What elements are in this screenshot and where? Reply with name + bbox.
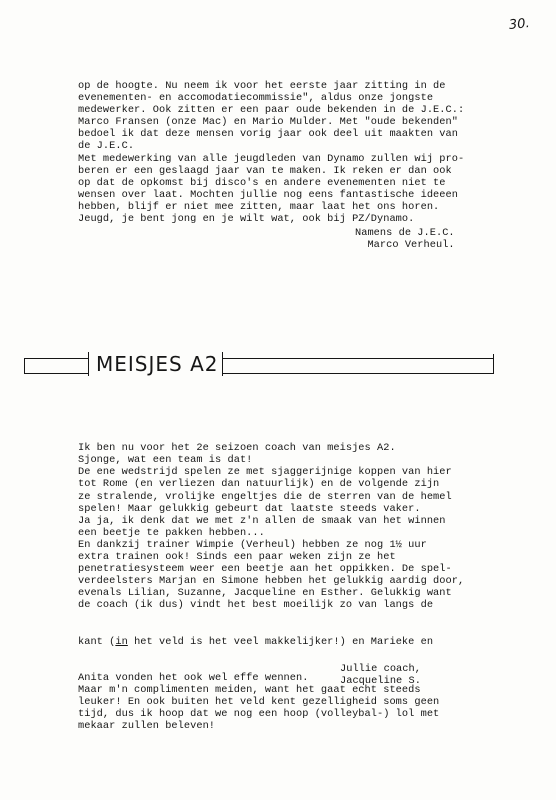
text-line: leuker! En ook buiten het veld kent gezelligheid soms geen <box>78 696 440 709</box>
text-line: de coach (ik dus) vindt het best moeilijk zo van langs de <box>78 599 434 612</box>
intro-signature <box>355 227 455 251</box>
text-line: Anita vonden het ook wel effe wennen. <box>78 671 309 684</box>
text-line: bedoel ik dat deze mensen vorig jaar ook deel uit maakten van <box>78 128 458 141</box>
header-bracket-right <box>222 358 494 374</box>
text-line: wensen over laat. Mochten jullie nog eens fantastische ideeen <box>78 188 458 201</box>
header-bracket-left-cap <box>88 352 89 376</box>
text-line: een beetje te pakken hebben... <box>78 526 265 539</box>
text-line: En dankzij trainer Wimpie (Verheul) hebben ze nog 1½ uur <box>78 538 427 551</box>
text-line: evenals Lilian, Suzanne, Jacqueline en Esther. Gelukkig want <box>78 587 452 600</box>
section-signature <box>340 663 421 687</box>
text-line: hebben, blijf er niet mee zitten, maar laat het ons horen. <box>78 200 440 213</box>
text-line: ze stralende, vrolijke engeltjes die de sterren van de hemel <box>78 490 452 503</box>
signature-line: Namens de J.E.C. <box>355 227 455 239</box>
intro-paragraph <box>78 80 464 225</box>
text-line: spelen! Maar gelukkig gebeurt dat laatste steeds vaker. <box>78 502 421 515</box>
text-line: Maar m'n complimenten meiden, want het gaat echt steeds <box>78 684 421 697</box>
text-line: Ja ja, ik denk dat we met z'n allen de smaak van het winnen <box>78 514 446 527</box>
text-line: extra trainen ook! Sinds een paar weken zijn ze het <box>78 551 396 564</box>
underline-line <box>78 636 464 648</box>
section-header <box>24 346 494 386</box>
text-line: op de hoogte. Nu neem ik voor het eerste jaar zitting in de <box>78 80 446 92</box>
text-line: De ene wedstrijd spelen ze met sjaggerijnige koppen van hier <box>78 466 452 479</box>
text-line: tot Rome (en verliezen dan natuurlijk) en de volgende zijn <box>78 478 440 491</box>
text-line: verdeelsters Marjan en Simone hebben het gelukkig aardig door, <box>78 575 465 588</box>
text-line: penetratiesysteem weer een beetje aan het oppikken. De spel- <box>78 563 452 576</box>
text-line: op dat de opkomst bij disco's en andere evenementen niet te <box>78 176 446 189</box>
signature-line: Marco Verheul. <box>355 239 455 252</box>
section-body <box>78 418 464 745</box>
text-line: medewerker. Ook zitten er een paar oude bekenden in de J.E.C.: <box>78 104 465 117</box>
text-line: mekaar zullen beleven! <box>78 720 216 733</box>
header-bracket-right-end <box>493 354 494 374</box>
text-line: tijd, dus ik hoop dat we nog een hoop (volleybal-) lol met <box>78 708 440 721</box>
text-line: de J.E.C. <box>78 140 135 153</box>
text-line: Ik ben nu voor het 2e seizoen coach van meisjes A2. <box>78 442 396 455</box>
section-title: MEISJES A2 <box>96 352 219 376</box>
signature-line: Jacqueline S. <box>340 675 421 688</box>
text-line: Sjonge, wat een team is dat! <box>78 454 253 467</box>
page-number: 30. <box>508 15 531 34</box>
text-line: Marco Fransen (onze Mac) en Mario Mulder. Met "oude bekenden" <box>78 116 458 129</box>
underline-line-suffix: het veld is het veel makkelijker!) en Marieke en <box>127 635 434 648</box>
text-line: evenementen- en accomodatiecommissie", aldus onze jongste <box>78 92 434 105</box>
underline-line-prefix: kant ( <box>78 635 116 648</box>
header-bracket-left <box>24 358 89 374</box>
text-line: Jeugd, je bent jong en je wilt wat, ook bij PZ/Dynamo. <box>78 213 415 226</box>
signature-line: Jullie coach, <box>340 663 421 675</box>
text-line: beren er een geslaagd jaar van te maken. Ik reken er dan ook <box>78 164 452 177</box>
underlined-word: in <box>115 635 128 648</box>
text-line: Met medewerking van alle jeugdleden van Dynamo zullen wij pro- <box>78 152 465 165</box>
